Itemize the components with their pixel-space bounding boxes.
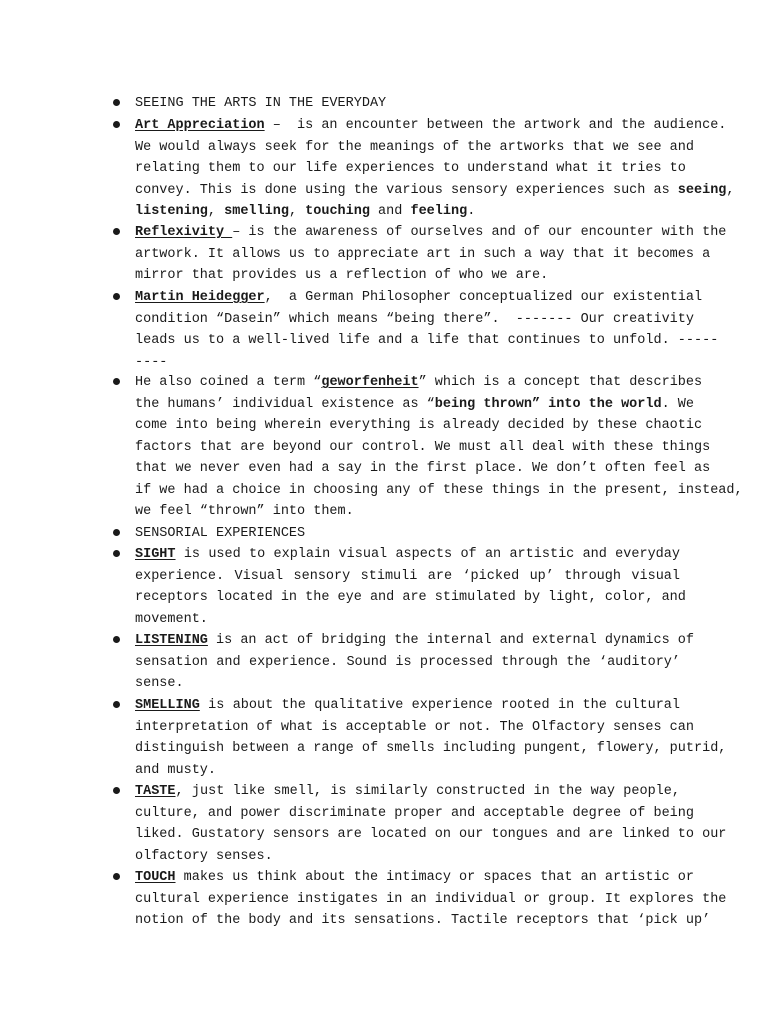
text-line — [135, 137, 694, 158]
text-run: ” which is a concept that describes — [418, 375, 703, 390]
text-run: , — [726, 182, 735, 198]
text-line — [135, 201, 680, 222]
text-line — [135, 115, 727, 136]
bullet-icon — [113, 529, 120, 536]
text-line — [135, 781, 680, 802]
text-run: culture, and power discriminate proper and acceptable degree of being — [135, 805, 694, 821]
bold-text: touching — [305, 204, 370, 219]
text-line — [135, 760, 680, 781]
text-run: , — [207, 204, 225, 219]
text-line — [135, 394, 694, 415]
text-run: notion of the body and its sensations. Tactile receptors that ‘pick up’ — [135, 913, 711, 928]
bullet-icon — [113, 121, 120, 128]
text-run: , just like smell, is similarly constructed in the way people, — [175, 784, 680, 799]
text-line — [135, 544, 680, 565]
text-line — [135, 180, 735, 201]
bold-text: seeing — [677, 182, 727, 198]
text-line — [135, 889, 727, 910]
bullet-icon — [113, 701, 120, 708]
text-line — [135, 803, 694, 824]
bold-text: being thrown” into the world — [434, 396, 662, 412]
text-run: condition “Dasein” which means “being there”. ------- Our creativity — [135, 311, 694, 327]
text-line — [135, 244, 711, 265]
bold-text: listening — [135, 204, 208, 219]
text-run: movement. — [135, 611, 208, 627]
text-line — [135, 587, 686, 608]
bullet-icon — [113, 293, 120, 300]
text-run: relating them to our life experiences to understand what it tries to — [135, 161, 686, 176]
text-run: – is an encounter between the artwork and the audience. — [264, 118, 727, 133]
text-run: SENSORIAL EXPERIENCES — [135, 526, 306, 541]
bullet-icon — [113, 550, 120, 557]
bullet-icon — [113, 787, 120, 794]
text-line — [135, 717, 694, 738]
bold-text: feeling — [410, 204, 468, 219]
text-run: and musty. — [135, 762, 217, 778]
text-run: sensation and experience. Sound is processed through the ‘auditory’ — [135, 654, 680, 670]
text-line — [135, 910, 711, 931]
text-run: interpretation of what is acceptable or not. The Olfactory senses can — [135, 719, 694, 735]
text-run: cultural experience instigates in an individual or group. It explores the — [135, 891, 727, 907]
text-line — [135, 309, 694, 330]
text-run: He also coined a term “ — [135, 375, 322, 390]
bullet-icon — [113, 873, 120, 880]
text-run: . We — [661, 396, 694, 412]
text-run: – is the awareness of ourselves and of our encounter with the — [232, 225, 727, 240]
term-heading: geworfenheit — [321, 375, 419, 390]
text-line — [135, 673, 680, 694]
text-line — [135, 287, 703, 308]
text-run: distinguish between a range of smells including pungent, flowery, putrid, — [135, 741, 727, 756]
text-line — [135, 458, 711, 479]
text-run: sense. — [135, 676, 184, 691]
text-run: experience. Visual sensory stimuli are ‘picked up’ through visual — [135, 568, 680, 584]
term-heading: TOUCH — [135, 870, 176, 885]
text-run: convey. This is done using the various sensory experiences such as — [135, 182, 678, 198]
text-line — [135, 501, 680, 522]
text-line — [135, 738, 727, 759]
term-heading: SMELLING — [135, 698, 200, 713]
text-run: makes us think about the intimacy or spaces that an artistic or — [175, 870, 694, 885]
term-heading: Reflexivity — [135, 225, 233, 240]
bullet-icon — [113, 228, 120, 235]
text-run: artwork. It allows us to appreciate art in such a way that it becomes a — [135, 246, 711, 262]
text-run: , a German Philosopher conceptualized our existential — [264, 290, 703, 305]
text-run: is an act of bridging the internal and external dynamics of — [207, 633, 695, 648]
text-line — [135, 372, 703, 393]
text-line — [135, 695, 680, 716]
text-run: if we had a choice in choosing any of these things in the present, instead, — [135, 482, 743, 498]
term-heading: SIGHT — [135, 547, 176, 562]
bold-text: smelling — [224, 204, 289, 219]
text-line — [135, 158, 686, 179]
text-run: mirror that provides us a reflection of who we are. — [135, 268, 549, 283]
text-line — [135, 222, 727, 243]
bullet-icon — [113, 378, 120, 385]
term-heading: TASTE — [135, 784, 176, 799]
text-run: that we never even had a say in the first place. We don’t often feel as — [135, 461, 711, 476]
text-line — [135, 867, 694, 888]
text-line — [135, 93, 680, 114]
text-run: leads us to a well-lived life and a life that continues to unfold. ----- — [135, 333, 719, 348]
text-line — [135, 566, 680, 587]
text-line — [135, 352, 680, 373]
text-line — [135, 609, 680, 630]
text-line — [135, 652, 680, 673]
term-heading: LISTENING — [135, 633, 208, 648]
term-heading: Martin Heidegger — [135, 290, 265, 305]
text-run: SEEING THE ARTS IN THE EVERYDAY — [135, 96, 387, 111]
text-run: , — [288, 204, 306, 219]
text-run: . — [467, 204, 476, 219]
text-run: we feel “thrown” into them. — [135, 504, 354, 519]
text-run: come into being wherein everything is already decided by these chaotic — [135, 418, 703, 433]
term-heading: Art Appreciation — [135, 118, 265, 133]
text-line — [135, 630, 695, 651]
text-run: We would always seek for the meanings of the artworks that we see and — [135, 139, 694, 155]
text-line — [135, 824, 727, 845]
text-run: receptors located in the eye and are stimulated by light, color, and — [135, 590, 686, 605]
text-run: ---- — [135, 354, 168, 370]
bullet-icon — [113, 636, 120, 643]
text-line — [135, 437, 711, 458]
text-line — [135, 415, 703, 436]
text-line — [135, 265, 680, 286]
text-line — [135, 523, 680, 544]
text-run: is used to explain visual aspects of an artistic and everyday — [175, 547, 680, 562]
text-run: and — [369, 204, 411, 219]
text-run: liked. Gustatory sensors are located on our tongues and are linked to our — [135, 827, 727, 842]
text-run: is about the qualitative experience rooted in the cultural — [199, 698, 680, 713]
text-run: the humans’ individual existence as “ — [135, 396, 435, 412]
text-line — [135, 330, 719, 351]
bullet-icon — [113, 99, 120, 106]
text-line — [135, 480, 743, 501]
text-run: olfactory senses. — [135, 848, 273, 864]
text-line — [135, 846, 680, 867]
text-run: factors that are beyond our control. We must all deal with these things — [135, 439, 711, 455]
